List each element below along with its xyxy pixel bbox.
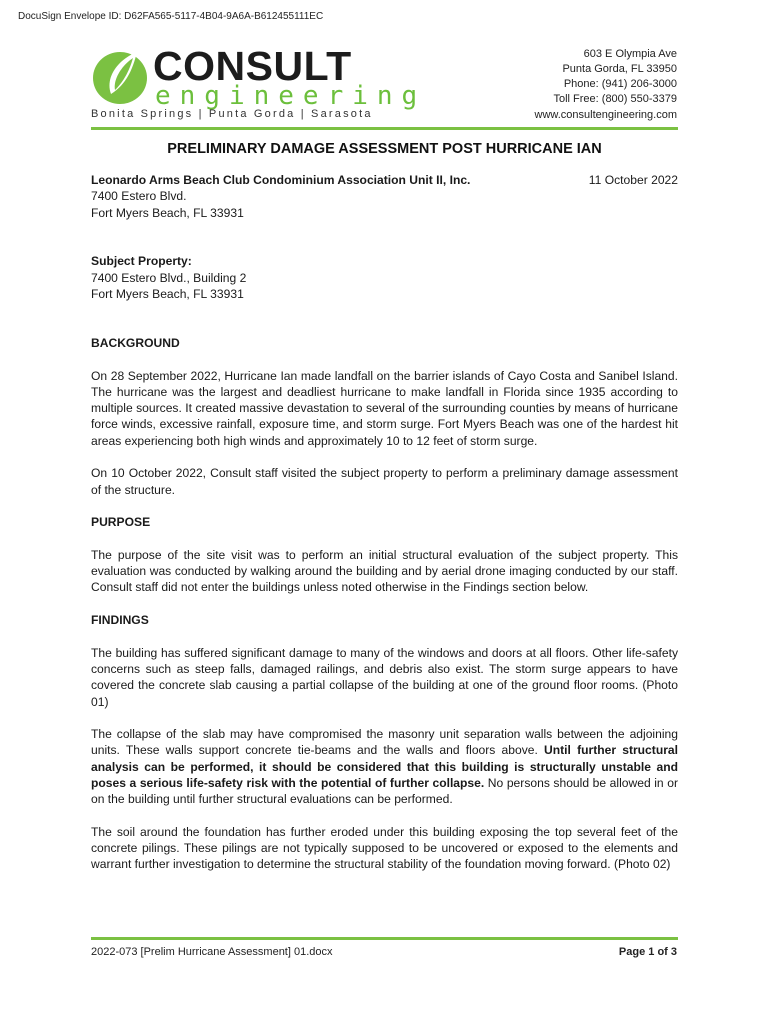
- subject-property-block: [91, 253, 678, 302]
- recipient-city: Fort Myers Beach, FL 33931: [91, 205, 244, 220]
- letter-date: 11 October 2022: [588, 173, 678, 187]
- footer-filename: 2022-073 [Prelim Hurricane Assessment] 01.docx: [91, 946, 333, 958]
- leaf-logo-icon: [91, 44, 151, 106]
- header-divider: [91, 127, 678, 130]
- purpose-paragraph: The purpose of the site visit was to perform an initial structural evaluation of the subject property. This evaluation was conducted by walking around the building and by aerial drone imaging conducted by our staff. Consult staff did not enter the buildings unless noted otherwise in the Findings section below.: [91, 547, 678, 595]
- subject-label: Subject Property:: [91, 254, 192, 269]
- company-address: [553, 47, 677, 107]
- findings-text: The collapse of the slab may have compromised the masonry unit separation walls between the adjoining units. These walls support concrete tie-beams and the walls and floors above.: [91, 727, 678, 758]
- recipient-street: 7400 Estero Blvd.: [91, 189, 187, 204]
- document-body: [91, 172, 678, 889]
- website-link[interactable]: www.consultengineering.com: [534, 109, 677, 121]
- address-line: Punta Gorda, FL 33950: [562, 63, 677, 75]
- docusign-envelope-id: DocuSign Envelope ID: D62FA565-5117-4B04-9A6A-B612455111EC: [18, 11, 324, 22]
- address-line: 603 E Olympia Ave: [583, 48, 677, 60]
- background-heading: BACKGROUND: [91, 335, 180, 350]
- purpose-heading: PURPOSE: [91, 515, 151, 530]
- findings-warning: Until further structural analysis can be performed, it should be considered that this building is structurally unstable and poses a serious life-safety risk with the potential of further collapse.: [91, 743, 678, 790]
- office-locations: Bonita Springs | Punta Gorda | Sarasota: [91, 108, 373, 120]
- findings-paragraph: [91, 726, 678, 807]
- document-title: PRELIMINARY DAMAGE ASSESSMENT POST HURRICANE IAN: [167, 141, 602, 157]
- logo-subtitle: engineering: [155, 81, 427, 111]
- recipient-block: [91, 172, 678, 221]
- background-paragraph: On 28 September 2022, Hurricane Ian made landfall on the barrier islands of Cayo Costa and Sanibel Island. The hurricane was the largest and deadliest hurricane to make landfall in Florida since 1935 according to multiple sources. It created massive devastation to several of the surrounding counties by means of hurricane force winds, excessive rainfall, exposure time, and storm surge. Fort Myers Beach was one of the hardest hit areas experiencing both high winds and approximately 10 to 12 feet of storm surge.: [91, 368, 678, 448]
- findings-heading: FINDINGS: [91, 613, 149, 628]
- logo-wordmark: CONSULT: [153, 43, 352, 89]
- background-paragraph: On 10 October 2022, Consult staff visited the subject property to perform a preliminary damage assessment of the structure.: [91, 466, 678, 497]
- phone-line: Phone: (941) 206-3000: [563, 78, 677, 90]
- toll-free-line: Toll Free: (800) 550-3379: [553, 93, 677, 105]
- footer-divider: [91, 937, 678, 940]
- recipient-name: Leonardo Arms Beach Club Condominium Association Unit II, Inc.: [91, 173, 471, 187]
- subject-city: Fort Myers Beach, FL 33931: [91, 287, 244, 302]
- findings-paragraph: The building has suffered significant damage to many of the windows and doors at all floors. Other life-safety concerns such as steep falls, damaged railings, and debris also exist. The storm surge appears to have covered the concrete slab causing a partial collapse of the building at one of the ground floor rooms. (Photo 01): [91, 645, 678, 709]
- findings-paragraph: The soil around the foundation has further eroded under this building exposing the top several feet of the concrete pilings. These pilings are not typically supposed to be uncovered or exposed to the elements and warrant further investigation to determine the structural stability of the foundation moving forward. (Photo 02): [91, 824, 678, 872]
- page-number: Page 1 of 3: [618, 946, 677, 958]
- subject-street: 7400 Estero Blvd., Building 2: [91, 270, 247, 285]
- findings-text: No persons should be allowed in or on the building until further structural evaluations can be performed.: [91, 775, 678, 807]
